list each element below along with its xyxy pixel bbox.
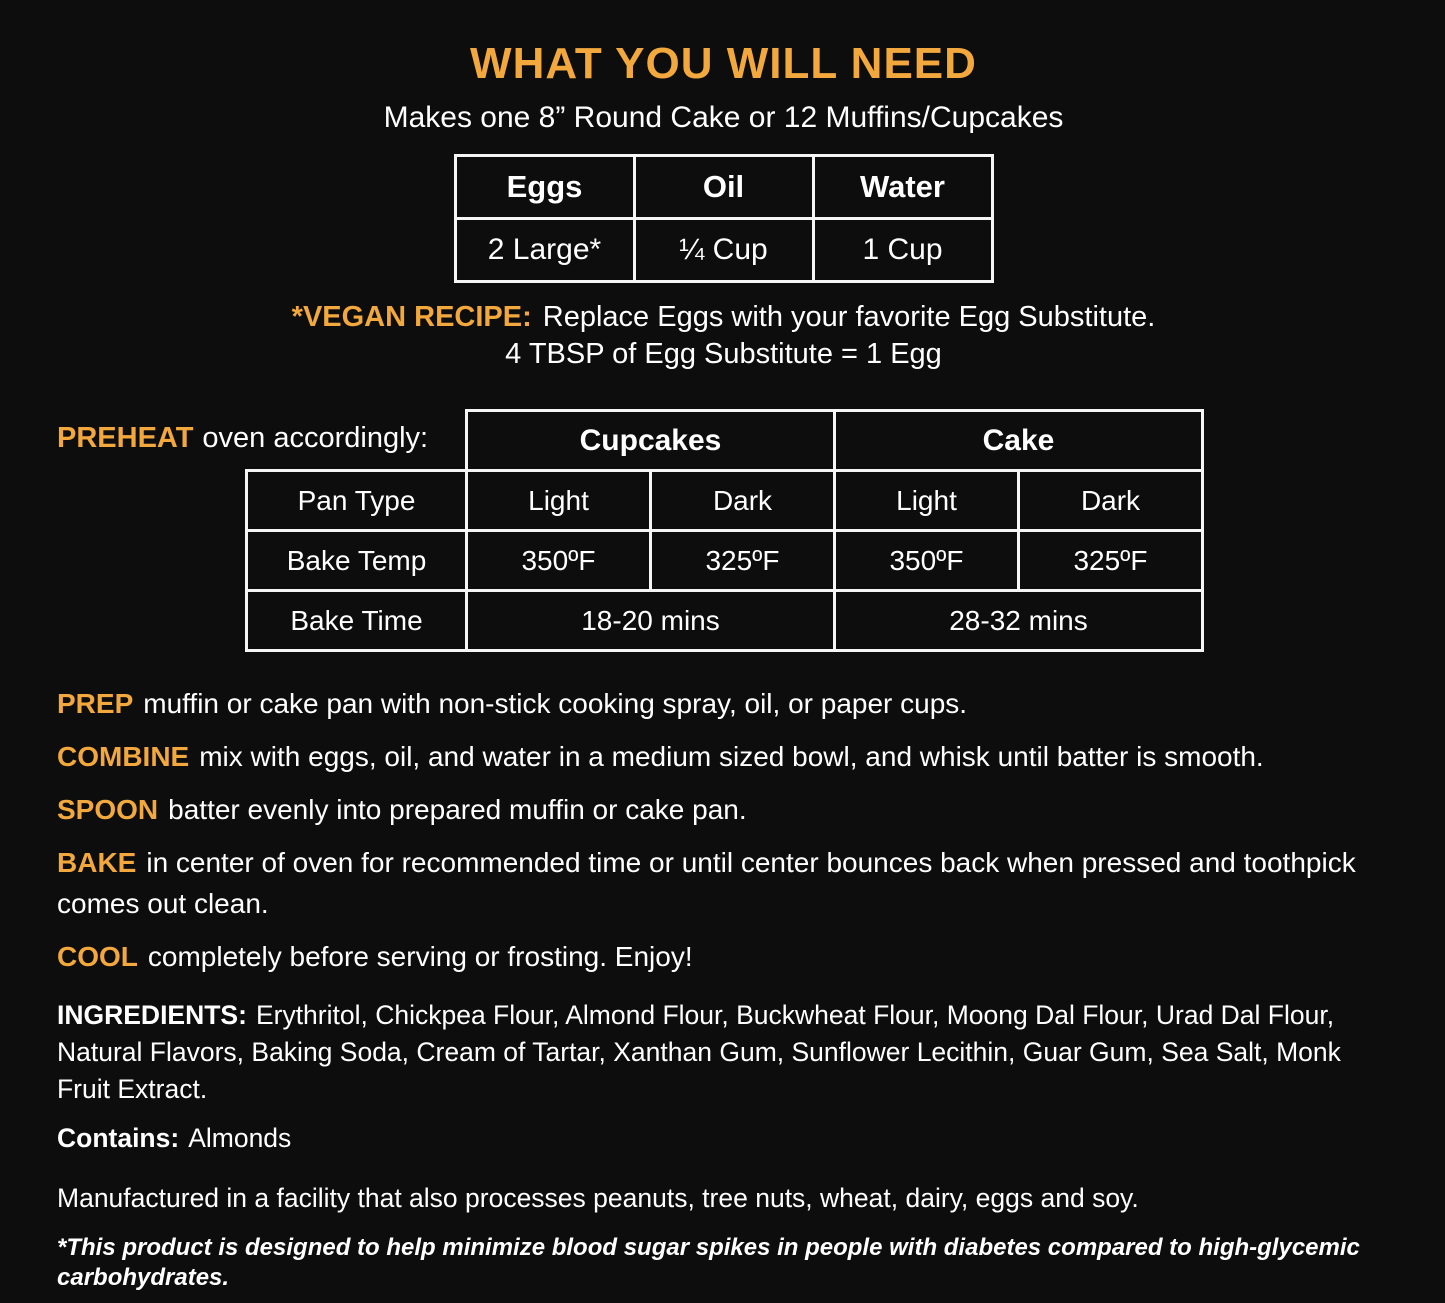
vegan-note-line2: 4 TBSP of Egg Substitute = 1 Egg: [505, 338, 942, 370]
cake-light-temp: 350ºF: [835, 531, 1019, 591]
contains-label: Contains:: [57, 1123, 180, 1153]
page-title: WHAT YOU WILL NEED: [470, 39, 977, 88]
table-row: [247, 471, 1203, 531]
cake-bake-time: 28-32 mins: [835, 591, 1203, 651]
directions-list: [57, 683, 1390, 977]
step-combine: [57, 736, 1390, 777]
step-bake-lead: BAKE: [57, 847, 137, 878]
ingredients-label: INGREDIENTS:: [57, 1000, 247, 1030]
vegan-recipe-label: *VEGAN RECIPE:: [291, 301, 532, 333]
preheat-text: oven accordingly:: [202, 422, 429, 454]
step-prep: [57, 683, 1390, 724]
ingredients-text: Erythritol, Chickpea Flour, Almond Flour, Buckwheat Flour, Moong Dal Flour, Urad Dal Flour, Natural Flavors, Baking Soda, Cream of Tartar, Xanthan Gum, Sunflower Lecithin, Guar Gum, Sea Salt, Monk Fruit Extract.: [57, 1000, 1341, 1104]
step-bake-text: in center of oven for recommended time or until center bounces back when pressed and toothpick comes out clean.: [57, 847, 1356, 919]
cupcakes-dark-pan: Dark: [651, 471, 835, 531]
eggs-amount: 2 Large*: [455, 219, 634, 282]
table-row: [247, 531, 1203, 591]
eggs-column-header: Eggs: [455, 156, 634, 219]
bake-temp-row-label: Bake Temp: [247, 531, 467, 591]
step-bake: [57, 842, 1390, 924]
table-row: [455, 156, 992, 219]
allergen-contains: [57, 1120, 1390, 1157]
cake-dark-pan: Dark: [1019, 471, 1203, 531]
preheat-instruction: [57, 422, 428, 455]
preheat-lead: PREHEAT: [57, 422, 194, 454]
pan-type-row-label: Pan Type: [247, 471, 467, 531]
cupcakes-light-temp: 350ºF: [467, 531, 651, 591]
cupcakes-dark-temp: 325ºF: [651, 531, 835, 591]
step-prep-lead: PREP: [57, 688, 134, 719]
cupcakes-light-pan: Light: [467, 471, 651, 531]
vegan-note: [57, 299, 1390, 373]
table-row: [455, 219, 992, 282]
table-row: [247, 591, 1203, 651]
contains-text: Almonds: [188, 1123, 292, 1153]
preheat-section: [57, 409, 1390, 659]
cupcakes-bake-time: 18-20 mins: [467, 591, 835, 651]
vegan-note-line1: [57, 299, 1390, 336]
cake-dark-temp: 325ºF: [1019, 531, 1203, 591]
step-cool-text: completely before serving or frosting. Enjoy!: [147, 941, 693, 972]
ingredients-statement: [57, 997, 1390, 1108]
step-combine-lead: COMBINE: [57, 741, 190, 772]
step-cool-lead: COOL: [57, 941, 138, 972]
water-column-header: Water: [813, 156, 992, 219]
oil-column-header: Oil: [634, 156, 813, 219]
cake-light-pan: Light: [835, 471, 1019, 531]
step-spoon-text: batter evenly into prepared muffin or cake pan.: [168, 794, 747, 825]
step-spoon-lead: SPOON: [57, 794, 159, 825]
step-prep-text: muffin or cake pan with non-stick cooking spray, oil, or paper cups.: [143, 688, 968, 719]
bake-time-row-label: Bake Time: [247, 591, 467, 651]
ingredients-needed-table: [454, 154, 994, 283]
health-claim-footnote: *This product is designed to help minimize blood sugar spikes in people with diabetes compared to high-glycemic carbohydrates.: [57, 1234, 1360, 1291]
cupcakes-group-header: Cupcakes: [467, 411, 835, 471]
water-amount: 1 Cup: [813, 219, 992, 282]
step-spoon: [57, 789, 1390, 830]
cake-group-header: Cake: [835, 411, 1203, 471]
vegan-note-text: Replace Eggs with your favorite Egg Substitute.: [542, 301, 1156, 333]
oil-amount: ¼ Cup: [634, 219, 813, 282]
yield-subtitle: Makes one 8” Round Cake or 12 Muffins/Cupcakes: [383, 101, 1064, 134]
facility-allergen-note: Manufactured in a facility that also processes peanuts, tree nuts, wheat, dairy, eggs and soy.: [57, 1183, 1139, 1213]
step-cool: [57, 936, 1390, 977]
step-combine-text: mix with eggs, oil, and water in a medium sized bowl, and whisk until batter is smooth.: [199, 741, 1264, 772]
